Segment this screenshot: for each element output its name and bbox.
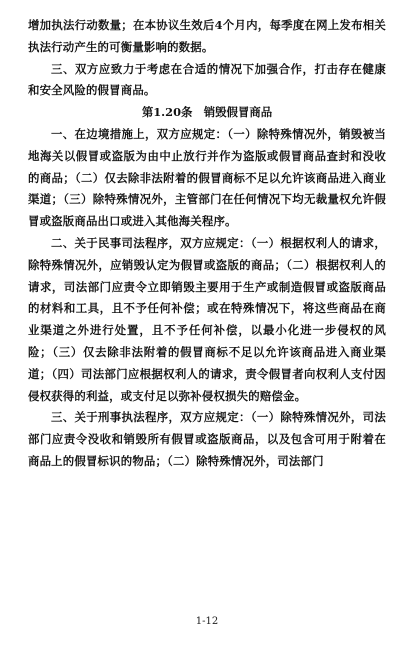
- document-body: [28, 15, 386, 473]
- paragraph-civil-procedures: 二、关于民事司法程序，双方应规定：（一）根据权利人的请求，除特殊情况外，应销毁认定为假冒或盗版的商品；（二）根据权利人的请求，司法部门应责令立即销毁主要用于生产或制造假冒或盗版商品的材料和工具，且不予任何补偿；或在特殊情况下，将这些商品在商业渠道之外进行处置，且不予任何补偿，以最小化进一步侵权的风险；（三）仅去除非法附着的假冒商标不足以允许该商品进入商业渠道；（四）司法部门应根据权利人的请求，责令假冒者向权利人支付因侵权获得的利益，或支付足以弥补侵权损失的赔偿金。: [28, 235, 386, 403]
- paragraph-cooperation: 三、双方应致力于考虑在合适的情况下加强合作，打击存在健康和安全风险的假冒商品。: [28, 61, 386, 98]
- page-number: 1-12: [195, 616, 219, 627]
- paragraph-criminal-procedures: 三、关于刑事执法程序，双方应规定：（一）除特殊情况外，司法部门应责令没收和销毁所有假冒或盗版商品，以及包含可用于附着在商品上的假冒标识的物品；（二）除特殊情况外，司法部门: [28, 410, 386, 468]
- paragraph-border-measures: 一、在边境措施上，双方应规定：（一）除特殊情况外，销毁被当地海关以假冒或盗版为由中止放行并作为盗版或假冒商品查封和没收的商品；（二）仅去除非法附着的假冒商标不足以允许该商品进入商业渠道；（三）除特殊情况外，主管部门在任何情况下均无裁量权允许假冒或盗版商品出口或进入其他海关程序。: [28, 126, 386, 229]
- paragraph-continuation: 增加执法行动数量；在本协议生效后4个月内，每季度在网上发布相关执法行动产生的可衡量影响的数据。: [28, 18, 386, 54]
- article-heading: 第1.20条 销毁假冒商品: [141, 105, 273, 120]
